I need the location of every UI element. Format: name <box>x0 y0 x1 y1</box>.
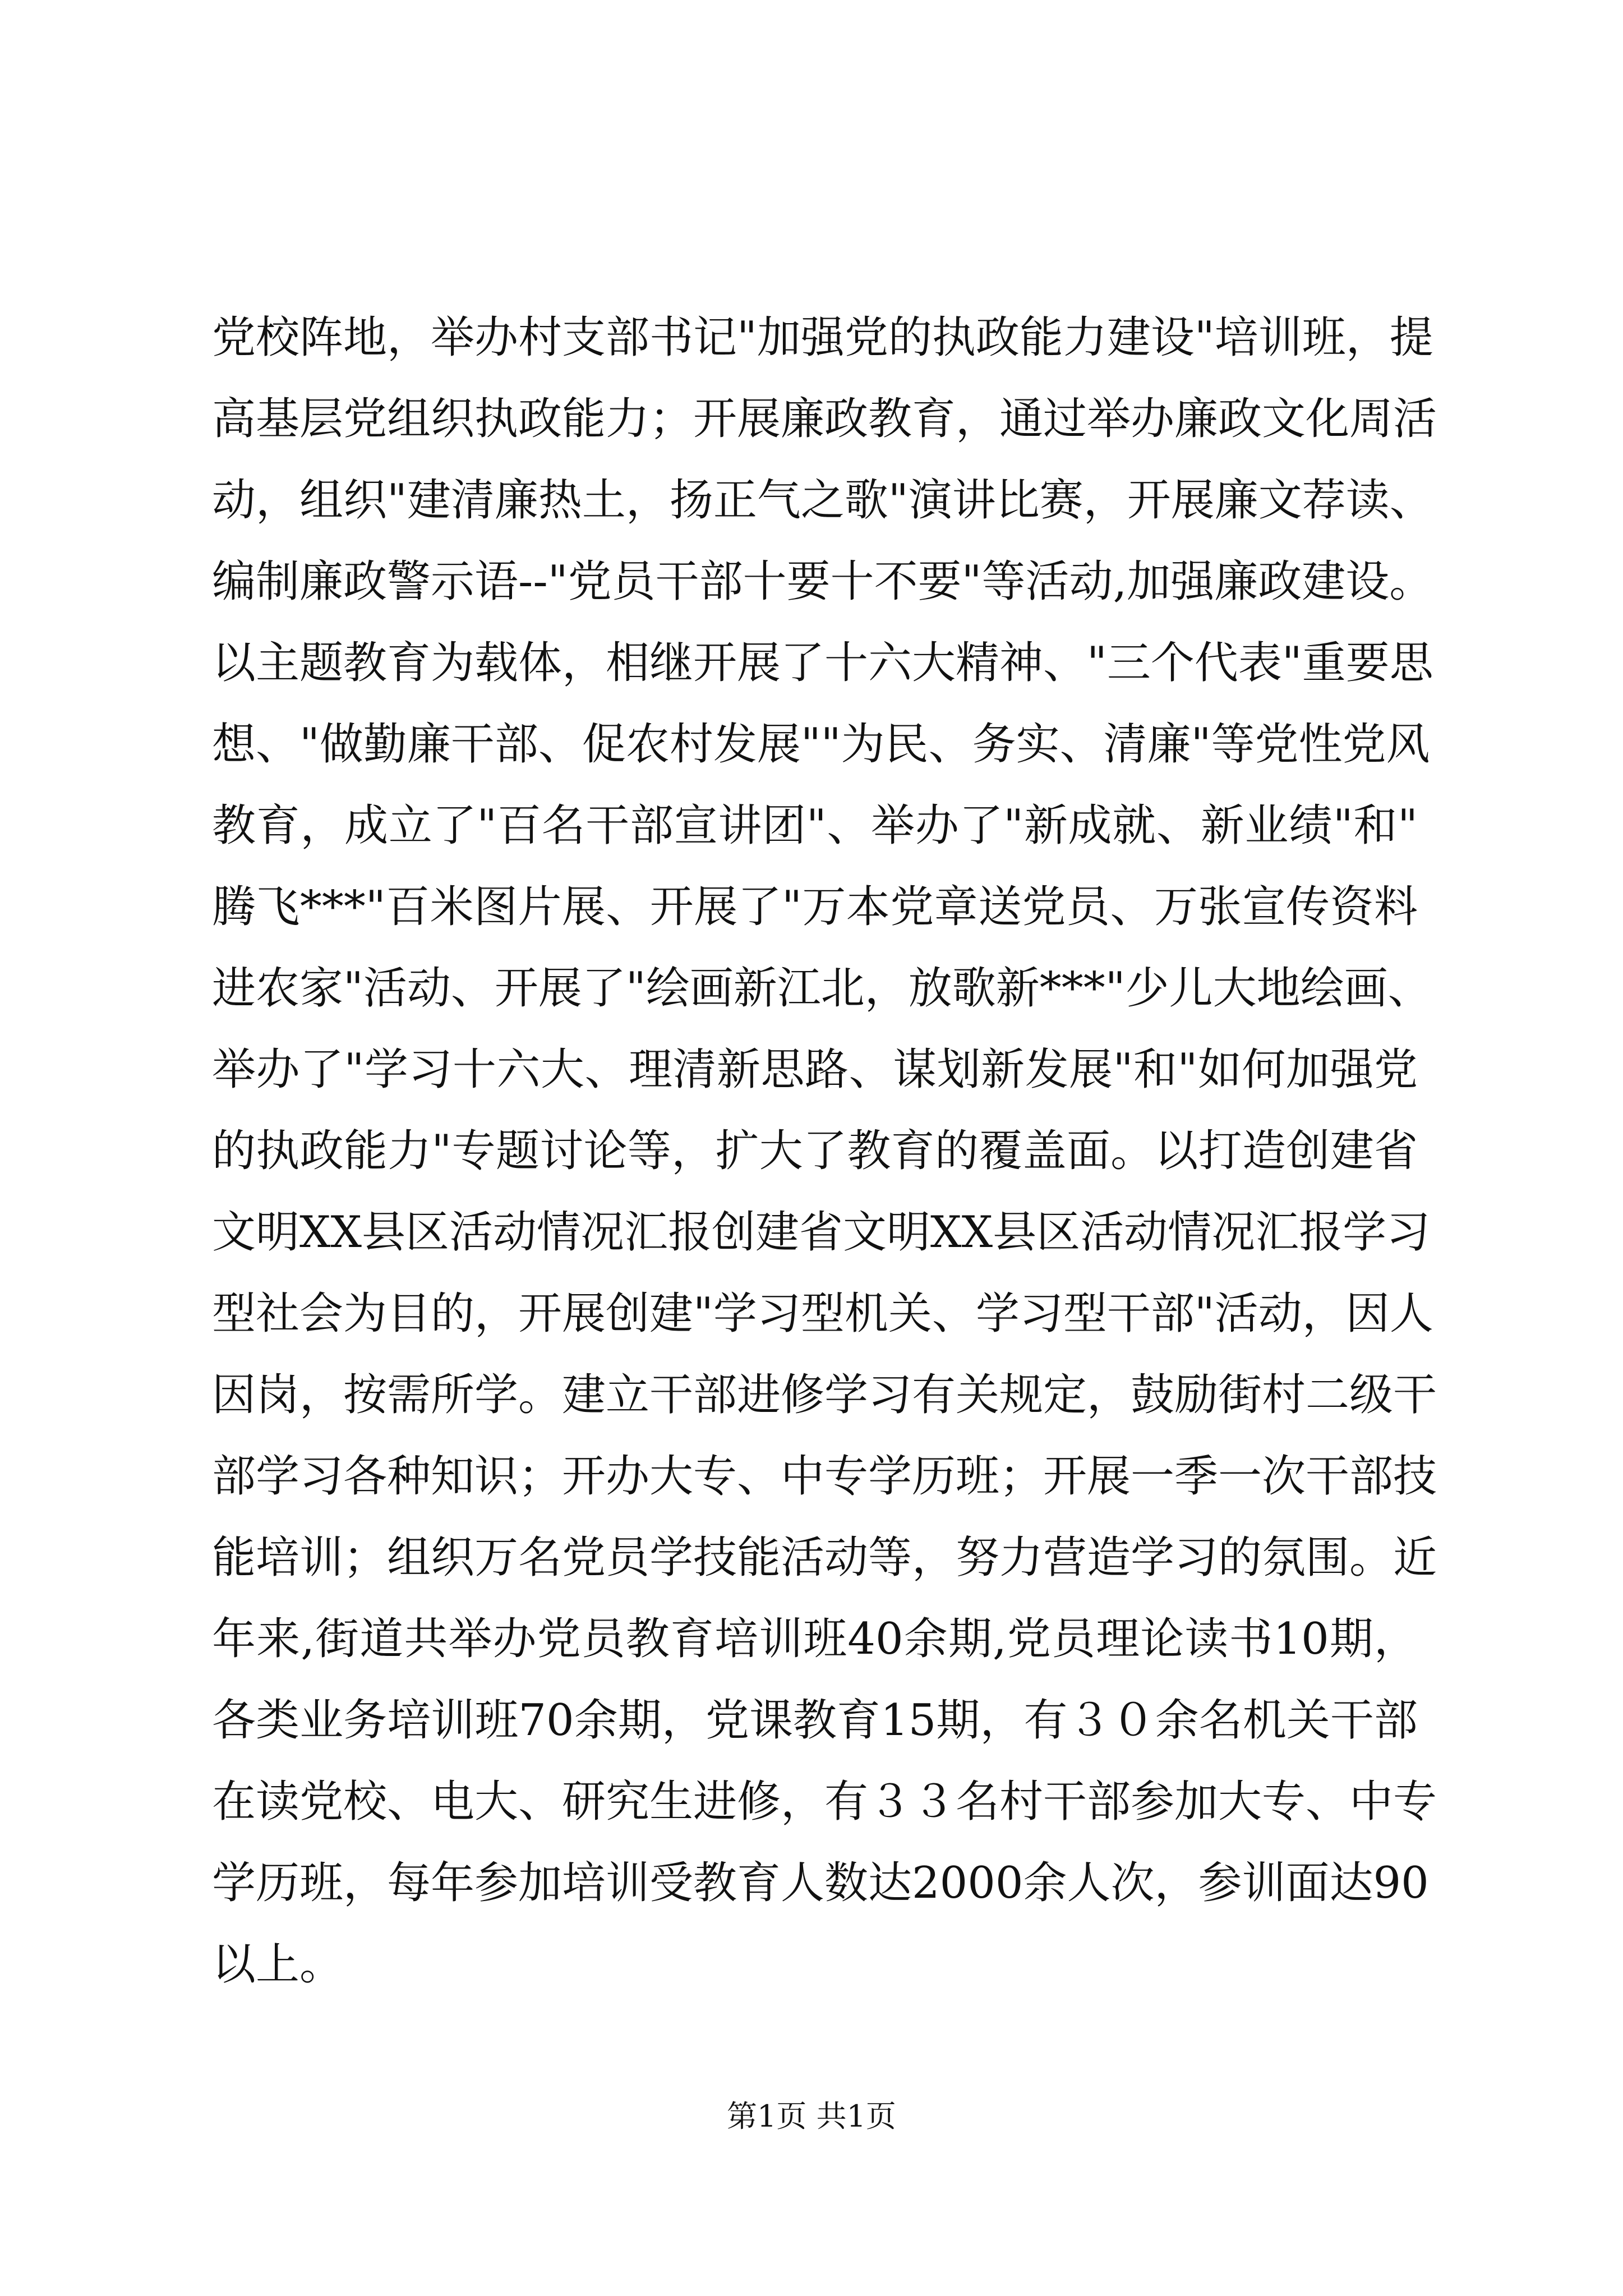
text-line: 党校阵地，举办村支部书记"加强党的执政能力建设"培训班，提 <box>212 312 1433 363</box>
text-line: 能培训；组织万名党员学技能活动等，努力营造学习的氛围。近 <box>212 1533 1437 1583</box>
text-line: 部学习各种知识；开办大专、中专学历班；开展一季一次干部技 <box>212 1451 1437 1502</box>
text-line: 因岗，按需所学。建立干部进修学习有关规定，鼓励街村二级干 <box>212 1370 1437 1420</box>
text-line: 教育，成立了"百名干部宣讲团"、举办了"新成就、新业绩"和" <box>212 800 1418 851</box>
text-line: 编制廉政警示语--"党员干部十要十不要"等活动,加强廉政建设。 <box>212 556 1433 607</box>
text-line: 腾飞***"百米图片展、开展了"万本党章送党员、万张宣传资料 <box>212 882 1418 932</box>
text-line: 年来,街道共举办党员教育培训班40余期,党员理论读书10期， <box>212 1614 1418 1664</box>
text-line: 进农家"活动、开展了"绘画新江北，放歌新***"少儿大地绘画、 <box>212 963 1432 1014</box>
text-line: 高基层党组织执政能力；开展廉政教育，通过举办廉政文化周活 <box>212 394 1437 444</box>
text-line: 各类业务培训班70余期，党课教育15期，有３０余名机关干部 <box>212 1695 1418 1746</box>
body-text <box>212 297 1437 2005</box>
text-line: 动，组织"建清廉热土，扬正气之歌"演讲比赛，开展廉文荐读、 <box>212 475 1433 526</box>
text-line: 在读党校、电大、研究生进修，有３３名村干部参加大专、中专 <box>212 1777 1437 1827</box>
text-line: 想、"做勤廉干部、促农村发展""为民、务实、清廉"等党性党风 <box>212 719 1430 770</box>
text-line: 文明XX县区活动情况汇报创建省文明XX县区活动情况汇报学习 <box>212 1207 1431 1258</box>
text-line: 的执政能力"专题讨论等，扩大了教育的覆盖面。以打造创建省 <box>212 1126 1418 1176</box>
text-line: 学历班，每年参加培训受教育人数达2000余人次，参训面达90 <box>212 1858 1429 1908</box>
text-line: 型社会为目的，开展创建"学习型机关、学习型干部"活动，因人 <box>212 1289 1433 1339</box>
text-line: 以上。 <box>212 1939 344 1990</box>
text-line: 以主题教育为载体，相继开展了十六大精神、"三个代表"重要思 <box>212 638 1433 688</box>
page-number-footer: 第1页 共1页 <box>727 2099 896 2134</box>
text-line: 举办了"学习十六大、理清新思路、谋划新发展"和"如何加强党 <box>212 1045 1418 1095</box>
